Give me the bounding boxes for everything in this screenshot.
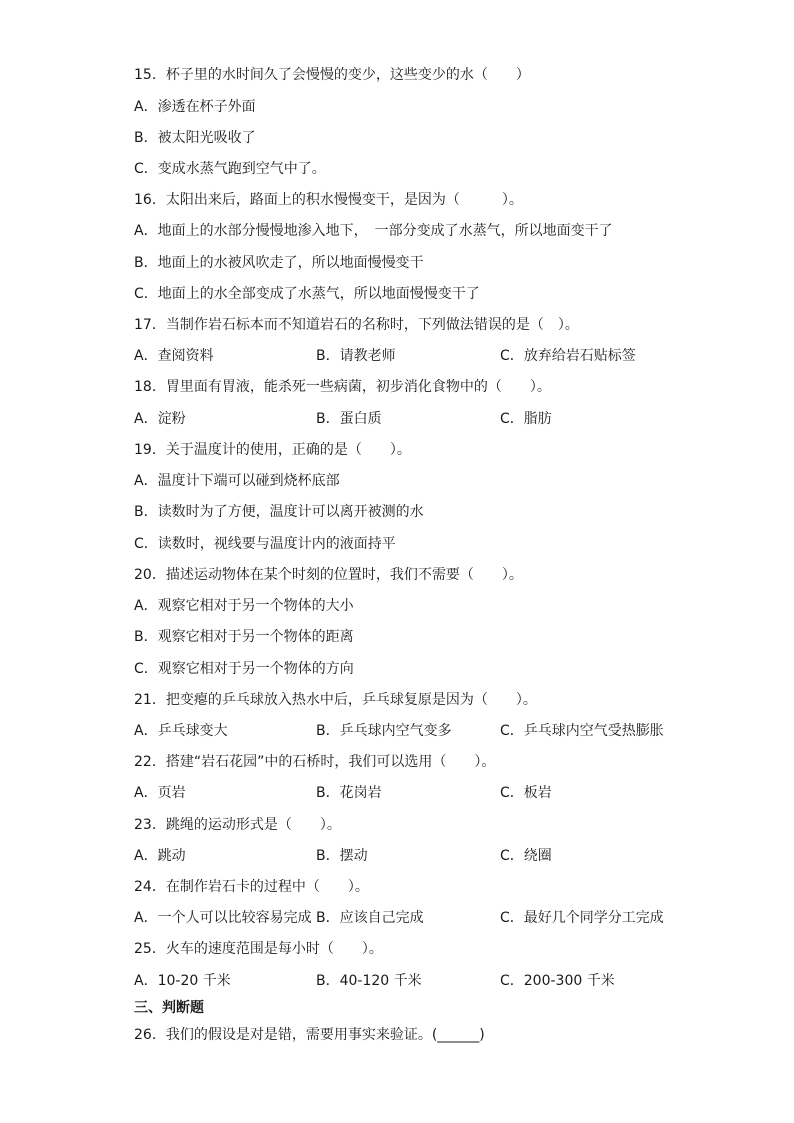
question-16-option-a: A．地面上的水部分慢慢地渗入地下， 一部分变成了水蒸气，所以地面变干了 xyxy=(134,223,613,239)
question-18-option-a: A．淀粉 xyxy=(134,411,186,427)
question-25-option-c: C．200-300 千米 xyxy=(500,973,615,989)
question-22-option-c: C．板岩 xyxy=(500,785,552,801)
question-17-option-c: C．放弃给岩石贴标签 xyxy=(500,348,636,364)
question-21-option-a: A．乒乓球变大 xyxy=(134,723,228,739)
question-20-option-c: C．观察它相对于另一个物体的方向 xyxy=(134,661,354,677)
question-17-stem: 17．当制作岩石标本而不知道岩石的名称时，下列做法错误的是（ ）。 xyxy=(134,317,579,333)
question-25-option-b: B．40-120 千米 xyxy=(316,973,422,989)
question-16-stem: 16．太阳出来后，路面上的积水慢慢变干，是因为（ ）。 xyxy=(134,192,523,208)
question-21-options xyxy=(134,722,734,740)
question-15-stem: 15．杯子里的水时间久了会慢慢的变少，这些变少的水（ ） xyxy=(134,67,530,83)
question-22-stem: 22．搭建“岩石花园”中的石桥时，我们可以选用（ ）。 xyxy=(134,754,496,770)
question-20-stem: 20．描述运动物体在某个时刻的位置时，我们不需要（ ）。 xyxy=(134,567,523,583)
question-18-stem: 18．胃里面有胃液，能杀死一些病菌，初步消化食物中的（ ）。 xyxy=(134,379,551,395)
question-26-stem: 26．我们的假设是对是错，需要用事实来验证。(______) xyxy=(134,1027,485,1043)
question-20-option-a: A．观察它相对于另一个物体的大小 xyxy=(134,598,354,614)
question-17-option-a: A．查阅资料 xyxy=(134,348,214,364)
question-19-option-c: C．读数时，视线要与温度计内的液面持平 xyxy=(134,536,396,552)
section-title-judgement: 三、判断题 xyxy=(134,1000,204,1016)
question-17-options xyxy=(134,347,734,365)
question-25-options xyxy=(134,972,734,990)
question-25-option-a: A．10-20 千米 xyxy=(134,973,231,989)
question-24-stem: 24．在制作岩石卡的过程中（ ）。 xyxy=(134,879,369,895)
question-19-option-b: B．读数时为了方便，温度计可以离开被测的水 xyxy=(134,504,424,520)
question-24-option-c: C．最好几个同学分工完成 xyxy=(500,910,664,926)
question-19-stem: 19．关于温度计的使用，正确的是（ ）。 xyxy=(134,442,411,458)
question-21-option-c: C．乒乓球内空气受热膨胀 xyxy=(500,723,664,739)
question-23-option-c: C．绕圈 xyxy=(500,848,552,864)
question-23-options xyxy=(134,847,734,865)
question-24-option-b: B．应该自己完成 xyxy=(316,910,424,926)
question-25-stem: 25．火车的速度范围是每小时（ ）。 xyxy=(134,941,383,957)
question-24-options xyxy=(134,909,734,927)
question-15-option-a: A．渗透在杯子外面 xyxy=(134,99,256,115)
question-22-option-a: A．页岩 xyxy=(134,785,186,801)
question-24-option-a: A．一个人可以比较容易完成 xyxy=(134,910,312,926)
question-18-options xyxy=(134,410,734,428)
question-19-option-a: A．温度计下端可以碰到烧杯底部 xyxy=(134,473,340,489)
question-23-option-b: B．摆动 xyxy=(316,848,368,864)
question-20-option-b: B．观察它相对于另一个物体的距离 xyxy=(134,629,354,645)
question-23-option-a: A．跳动 xyxy=(134,848,186,864)
question-21-stem: 21．把变瘪的乒乓球放入热水中后，乒乓球复原是因为（ ）。 xyxy=(134,692,537,708)
question-22-options xyxy=(134,784,734,802)
question-16-option-c: C．地面上的水全部变成了水蒸气，所以地面慢慢变干了 xyxy=(134,286,480,302)
question-18-option-c: C．脂肪 xyxy=(500,411,552,427)
question-23-stem: 23．跳绳的运动形式是（ ）。 xyxy=(134,817,341,833)
question-21-option-b: B．乒乓球内空气变多 xyxy=(316,723,452,739)
question-15-option-c: C．变成水蒸气跑到空气中了。 xyxy=(134,161,326,177)
question-17-option-b: B．请教老师 xyxy=(316,348,396,364)
question-22-option-b: B．花岗岩 xyxy=(316,785,382,801)
question-15-option-b: B．被太阳光吸收了 xyxy=(134,130,256,146)
question-18-option-b: B．蛋白质 xyxy=(316,411,382,427)
question-16-option-b: B．地面上的水被风吹走了，所以地面慢慢变干 xyxy=(134,255,424,271)
